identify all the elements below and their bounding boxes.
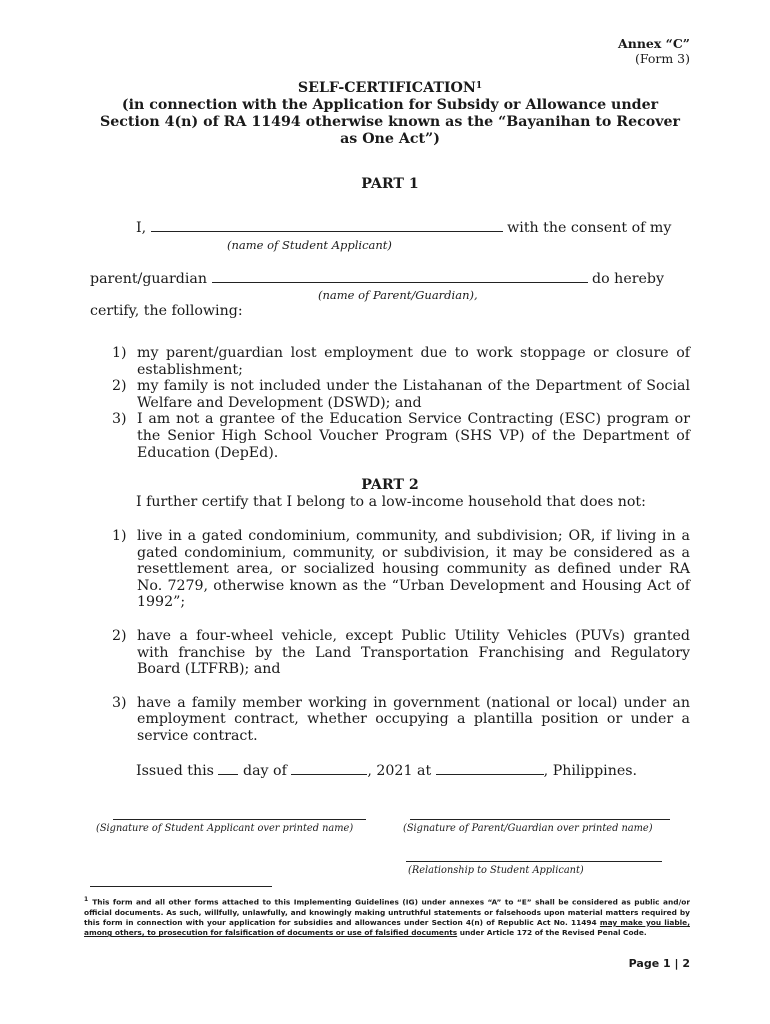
item-number: 1) [112,345,127,361]
parent-name-line [90,270,664,288]
title-line-1: SELF-CERTIFICATION [297,80,476,96]
part1-list [112,345,690,461]
philippines-text: , Philippines. [543,763,638,779]
list-item [112,378,690,411]
parent-signature-caption: (Signature of Parent/Guardian over printed name) [403,823,653,834]
item-text: have a four-wheel vehicle, except Public Utility Vehicles (PUVs) granted with franchise by the Land Transportation Franchising and Regulatory Board (LTFRB); and [137,627,690,678]
item-number: 2) [112,627,127,644]
part1-heading: PART 1 [361,176,419,192]
certify-text: certify, the following: [90,303,243,319]
footnote-underlined-text: may make you liable, among others, to prosecution for falsification of documents or use of falsified documents [84,917,690,938]
i-prefix: I, [136,220,147,236]
day-field[interactable] [218,762,238,775]
parent-name-field[interactable] [212,270,588,283]
year-text: , 2021 at [367,763,432,779]
part2-list [112,528,690,745]
title-line-2: (in connection with the Application for Subsidy or Allowance under [121,97,659,113]
parent-name-caption: (name of Parent/Guardian), [318,288,478,302]
list-item [112,695,690,745]
footnote-text-a: This form and all other forms attached to this Implementing Guidelines (IG) under annexes “A” to “E” shall be considered as public and/or official documents. As such, willfully, unlawfully, and knowingly making untruthful statements or falsehoods upon material matters required by this form in connection with your application for subsidies and allowances under Section 4(n) of Republic Act No. 11494 [84,897,690,927]
part2-intro: I further certify that I belong to a low-income household that does not: [136,494,646,510]
item-number: 3) [112,694,127,711]
item-text: have a family member working in government (national or local) under an employment contract, whether occupying a plantilla position or under a service contract. [137,694,690,744]
relationship-line[interactable] [406,861,662,862]
relationship-caption: (Relationship to Student Applicant) [408,865,584,876]
form-number: (Form 3) [634,51,690,66]
hereby-text: do hereby [592,271,664,287]
consent-text: with the consent of my [507,220,672,236]
item-text: my family is not included under the Listahanan of the Department of Social Welfare and Development (DSWD); and [137,378,690,411]
item-number: 3) [112,411,127,428]
day-of-text: day of [242,763,287,779]
student-name-line [136,219,671,237]
item-text: live in a gated condominium, community, and subdivision; OR, if living in a gated condominium, community, or subdivision, it may be considered as a resettlement area, or socialized housing community as defined under RA No. 7279, otherwise known as the “Urban Development and Housing Act of 1992”; [137,528,690,611]
annex-title: Annex “C” [618,36,690,51]
item-text: my parent/guardian lost employment due to work stoppage or closure of establishment; [137,345,690,378]
title-footnote-mark: 1 [475,81,483,91]
annex-label [618,36,690,66]
parent-prefix: parent/guardian [90,271,208,287]
student-name-caption: (name of Student Applicant) [227,238,392,252]
part2-heading: PART 2 [361,477,419,493]
footnote-divider [90,886,272,887]
footnote-mark: 1 [84,896,89,903]
student-signature-caption: (Signature of Student Applicant over printed name) [96,823,354,834]
parent-signature-line[interactable] [410,819,670,820]
item-number: 2) [112,378,127,395]
title-line-3: Section 4(n) of RA 11494 otherwise known as the “Bayanihan to Recover [100,114,680,130]
list-item [112,628,690,678]
issued-prefix: Issued this [136,763,214,779]
title-line-4: as One Act”) [340,131,440,147]
list-item [112,528,690,611]
page-number: Page 1 | 2 [628,957,690,970]
document-title [90,80,690,148]
item-number: 1) [112,528,127,544]
footnote-text-b: under Article 172 of the Revised Penal Code. [459,928,647,938]
place-field[interactable] [436,762,544,775]
month-field[interactable] [291,762,367,775]
issued-line [136,762,637,780]
item-text: I am not a grantee of the Education Service Contracting (ESC) program or the Senior High School Voucher Program (SHS VP) of the Department of Education (DepEd). [137,411,690,461]
student-name-field[interactable] [151,219,503,232]
list-item [112,411,690,461]
footnote [84,895,690,938]
student-signature-line[interactable] [113,819,366,820]
list-item [112,345,690,378]
